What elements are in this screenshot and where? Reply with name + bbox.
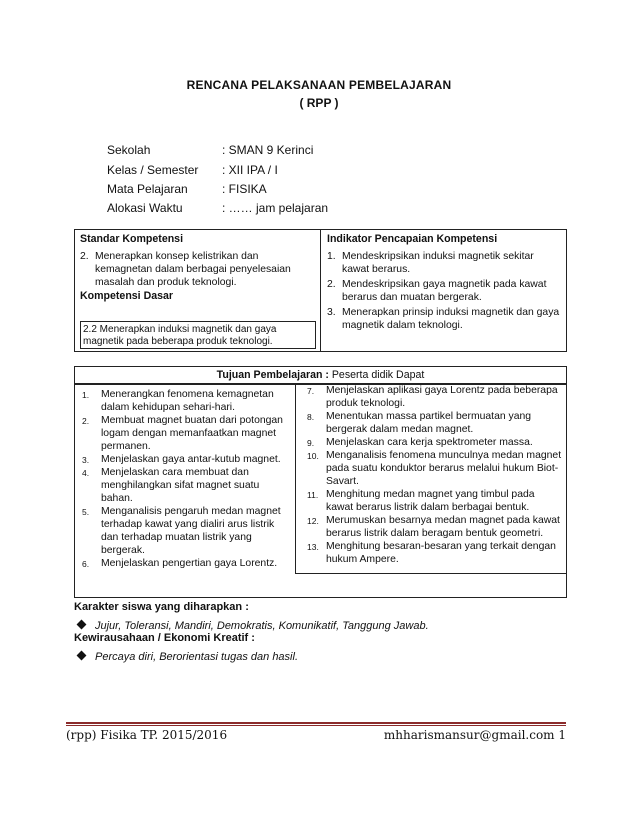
kd-item: 2.2 Menerapkan induksi magnetik dan gaya magnetik pada beberapa produk teknologi. xyxy=(83,324,277,347)
kewirausahaan-text: Percaya diri, Berorientasi tugas dan hasil. xyxy=(95,651,298,663)
kewirausahaan-line xyxy=(78,651,298,663)
list-item: 10. Menganalisis fenomena munculnya medan magnet pada suatu konduktor berarus melalui hukum Biot-Savart. xyxy=(307,450,562,487)
list-item: 5. Menganalisis pengaruh medan magnet terhadap kawat yang dialiri arus listrik dan terhadap muatan listrik yang bergerak. xyxy=(82,506,281,556)
info-value: : …… jam pelajaran xyxy=(222,201,329,215)
kewirausahaan-heading: Kewirausahaan / Ekonomi Kreatif : xyxy=(74,632,255,644)
footer-rule-thin xyxy=(66,725,566,726)
kd-box xyxy=(80,321,316,349)
objectives-header-bold: Tujuan Pembelajaran : xyxy=(216,369,329,381)
info-key: Kelas / Semester xyxy=(107,163,199,177)
document-title: RENCANA PELAKSANAAN PEMBELAJARAN xyxy=(186,78,452,92)
table-divider xyxy=(320,230,321,351)
list-item: 2. Membuat magnet buatan dari potongan logam dengan memanfaatkan magnet permanen. xyxy=(82,415,283,452)
objectives-right-bottom xyxy=(295,573,567,574)
diamond-bullet-icon xyxy=(77,620,87,630)
ipk-cell xyxy=(327,233,563,332)
objectives-table xyxy=(74,384,567,598)
list-item: 9. Menjelaskan cara kerja spektrometer massa. xyxy=(307,437,533,448)
diamond-bullet-icon xyxy=(77,651,87,661)
objectives-header xyxy=(74,366,567,384)
info-value: : XII IPA / I xyxy=(222,163,278,177)
list-item: 3. Menerapkan prinsip induksi magnetik dan gaya magnetik dalam teknologi. xyxy=(327,307,560,331)
info-value: : FISIKA xyxy=(222,182,267,196)
list-item: 7. Menjelaskan aplikasi gaya Lorentz pada beberapa produk teknologi. xyxy=(307,385,558,409)
objectives-left-list xyxy=(82,388,292,570)
info-key: Alokasi Waktu xyxy=(107,201,183,215)
competency-table xyxy=(74,229,567,352)
list-item: 1. Mendeskripsikan induksi magnetik sekitar kawat berarus. xyxy=(327,251,534,275)
sk-item-text: Menerapkan konsep kelistrikan dan kemagnetan dalam berbagai penyelesaian masalah dan produk teknologi. xyxy=(95,251,291,288)
document-subtitle: ( RPP ) xyxy=(299,96,339,110)
list-item: 13. Menghitung besaran-besaran yang terkait dengan hukum Ampere. xyxy=(307,541,556,565)
sk-cell xyxy=(80,233,315,303)
info-key: Mata Pelajaran xyxy=(107,182,188,196)
list-item: 12. Merumuskan besarnya medan magnet pada kawat berarus listrik dalam beragam bentuk geometri. xyxy=(307,515,560,539)
objectives-divider xyxy=(295,384,296,574)
objectives-right-list xyxy=(307,384,563,566)
info-value: : SMAN 9 Kerinci xyxy=(222,143,314,157)
list-item: 8. Menentukan massa partikel bermuatan yang bergerak dalam medan magnet. xyxy=(307,411,532,435)
sk-item-number: 2. xyxy=(80,251,89,262)
info-key: Sekolah xyxy=(107,143,151,157)
kd-header: Kompetensi Dasar xyxy=(80,290,174,302)
list-item: 1. Menerangkan fenomena kemagnetan dalam kehidupan sehari-hari. xyxy=(82,389,274,413)
karakter-text: Jujur, Toleransi, Mandiri, Demokratis, Komunikatif, Tanggung Jawab. xyxy=(95,620,429,632)
sk-item xyxy=(80,250,315,289)
list-item: 11. Menghitung medan magnet yang timbul pada kawat berarus listrik dalam berbagai bentuk. xyxy=(307,489,535,513)
objectives-header-text: Peserta didik Dapat xyxy=(328,369,425,381)
list-item: 2. Mendeskripsikan gaya magnetik pada kawat berarus dan muatan bergerak. xyxy=(327,279,547,303)
karakter-line xyxy=(78,620,429,632)
list-item: 6. Menjelaskan pengertian gaya Lorentz. xyxy=(82,558,278,569)
ipk-list xyxy=(327,250,563,332)
sk-header: Standar Kompetensi xyxy=(80,233,184,245)
ipk-header: Indikator Pencapaian Kompetensi xyxy=(327,233,498,245)
footer-left: (rpp) Fisika TP. 2015/2016 xyxy=(66,728,228,742)
list-item: 4. Menjelaskan cara membuat dan menghilangkan sifat magnet suatu bahan. xyxy=(82,467,260,504)
karakter-heading: Karakter siswa yang diharapkan : xyxy=(74,601,249,613)
list-item: 3. Menjelaskan gaya antar-kutub magnet. xyxy=(82,454,281,465)
footer-rule-thick xyxy=(66,722,566,724)
footer-right: mhharismansur@gmail.com 1 xyxy=(383,728,566,742)
